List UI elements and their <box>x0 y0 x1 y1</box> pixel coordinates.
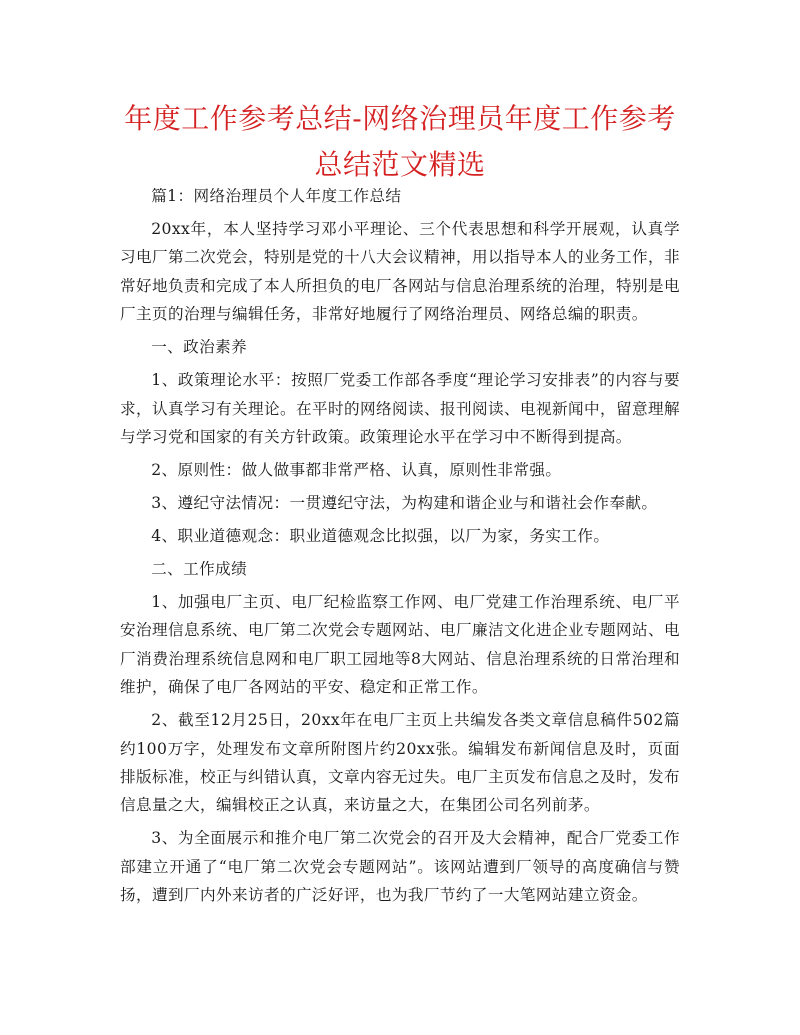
section-heading: 二、工作成绩 <box>151 560 248 579</box>
paragraph: 20xx年，本人坚持学习邓小平理论、三个代表思想和科学开展观，认真学习电厂第二次党会，特别是党的十八大会议精神，用以指导本人的业务工作，非常好地负责和完成了本人所担负的电厂各网站与信息治理系统的治理，特别是电厂主页的治理与编辑任务，非常好地履行了网络治理员、网络总编的职责。 <box>120 220 680 324</box>
document-title: 年度工作参考总结-网络治理员年度工作参考总结范文精选 <box>124 102 676 181</box>
paragraph: 2、原则性：做人做事都非常严格、认真，原则性非常强。 <box>151 461 562 480</box>
paragraph: 3、为全面展示和推介电厂第二次党会的召开及大会精神，配合厂党委工作部建立开通了“电厂第二次党会专题网站”。该网站遭到厂领导的高度确信与赞扬，遭到厂内外来访者的广泛好评，也为我厂节约了一大笔网站建立资金。 <box>120 829 680 905</box>
paragraph: 2、截至12月25日，20xx年在电厂主页上共编发各类文章信息稿件502篇约100万字，处理发布文章所附图片约20xx张。编辑发布新闻信息及时，页面排版标准，校正与纠错认真，文章内容无过失。电厂主页发布信息之及时，发布信息量之大，编辑校正之认真，来访量之大，在集团公司名列前茅。 <box>120 711 680 815</box>
section-heading: 一、政治素养 <box>151 338 248 357</box>
paragraph: 1、政策理论水平：按照厂党委工作部各季度“理论学习安排表”的内容与要求，认真学习有关理论。在平时的网络阅读、报刊阅读、电视新闻中，留意理解与学习党和国家的有关方针政策。政策理论水平在学习中不断得到提高。 <box>120 371 680 447</box>
paragraph: 篇1：网络治理员个人年度工作总结 <box>151 187 402 205</box>
paragraph: 4、职业道德观念：职业道德观念比拟强，以厂为家，务实工作。 <box>151 527 610 546</box>
paragraph: 3、遵纪守法情况：一贯遵纪守法，为构建和谐企业与和谐社会作奉献。 <box>151 494 658 513</box>
paragraph: 1、加强电厂主页、电厂纪检监察工作网、电厂党建工作治理系统、电厂平安治理信息系统、电厂第二次党会专题网站、电厂廉洁文化进企业专题网站、电厂消费治理系统信息网和电厂职工园地等8大网站、信息治理系统的日常治理和维护，确保了电厂各网站的平安、稳定和正常工作。 <box>120 593 680 697</box>
document-body <box>120 182 680 914</box>
